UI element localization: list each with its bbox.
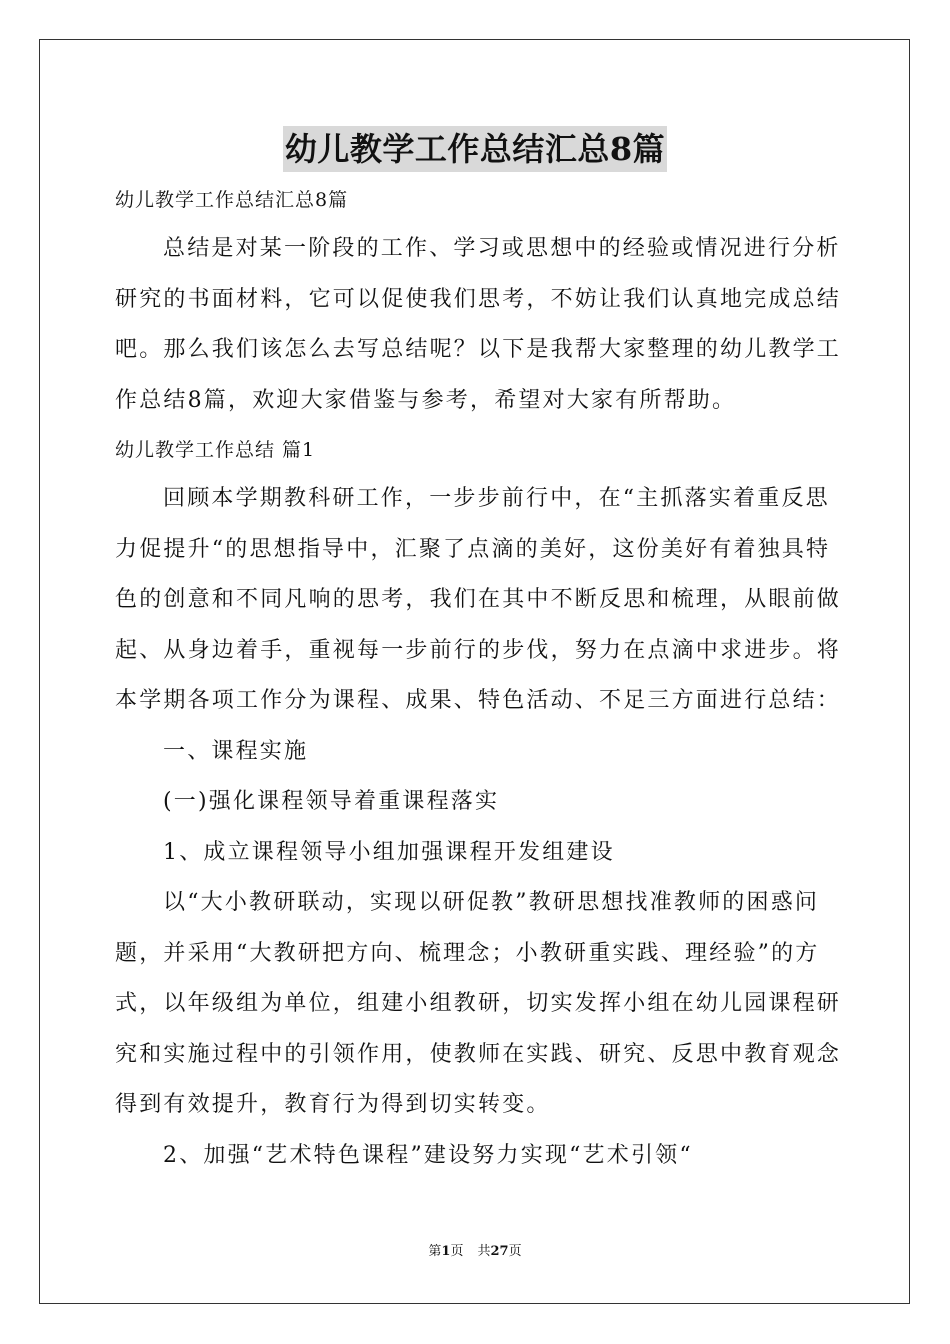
paragraph-line: 总结是对某一阶段的工作、学习或思想中的经验或情况进行分析 <box>163 236 841 261</box>
paragraph-line: 吧。那么我们该怎么去写总结呢？以下是我帮大家整理的幼儿教学工 <box>115 337 842 362</box>
total-prefix: 共 <box>477 1244 491 1259</box>
subheading: 2、加强“艺术特色课程”建设努力实现“艺术引领“ <box>163 1142 693 1168</box>
document-subtitle: 幼儿教学工作总结汇总8篇 <box>115 189 349 211</box>
total-pages: 27 <box>490 1244 509 1259</box>
page-footer <box>0 1243 950 1261</box>
section-heading: 幼儿教学工作总结 篇1 <box>115 439 316 461</box>
paragraph-line: 得到有效提升，教育行为得到切实转变。 <box>115 1092 551 1117</box>
paragraph-line: 作总结8篇，欢迎大家借鉴与参考，希望对大家有所帮助。 <box>115 387 737 413</box>
paragraph-line: 力促提升“的思想指导中，汇聚了点滴的美好，这份美好有着独具特 <box>115 536 831 562</box>
document-body <box>115 176 842 1181</box>
paragraph-line: 题，并采用“大教研把方向、梳理念；小教研重实践、理经验”的方 <box>115 940 820 966</box>
paragraph-line: 色的创意和不同凡响的思考，我们在其中不断反思和梳理，从眼前做 <box>115 587 842 612</box>
paragraph-line: 起、从身边着手，重视每一步前行的步伐，努力在点滴中求进步。将 <box>115 637 842 663</box>
subheading: 1、成立课程领导小组加强课程开发组建设 <box>163 839 615 865</box>
paragraph-line: 以“大小教研联动，实现以研促教”教研思想找准教师的困惑问 <box>163 890 820 915</box>
paragraph-line: 回顾本学期教科研工作，一步步前行中，在“主抓落实着重反思 <box>163 486 830 511</box>
total-suffix: 页 <box>508 1244 522 1259</box>
paragraph-line: 究和实施过程中的引领作用，使教师在实践、研究、反思中教育观念 <box>115 1041 842 1067</box>
paragraph-line: 式，以年级组为单位，组建小组教研，切实发挥小组在幼儿园课程研 <box>115 991 842 1016</box>
paragraph-line: 研究的书面材料，它可以促使我们思考，不妨让我们认真地完成总结 <box>115 286 842 312</box>
heading-course-implementation: 一、课程实施 <box>163 738 309 764</box>
page-suffix: 页 <box>450 1244 464 1259</box>
document-title: 幼儿教学工作总结汇总8篇 <box>283 126 667 172</box>
paragraph-line: 本学期各项工作分为课程、成果、特色活动、不足三方面进行总结： <box>115 688 842 713</box>
subheading: (一)强化课程领导着重课程落实 <box>163 789 500 814</box>
page-prefix: 第 <box>428 1244 442 1259</box>
title-container <box>0 126 950 172</box>
page-number: 1 <box>441 1244 451 1259</box>
